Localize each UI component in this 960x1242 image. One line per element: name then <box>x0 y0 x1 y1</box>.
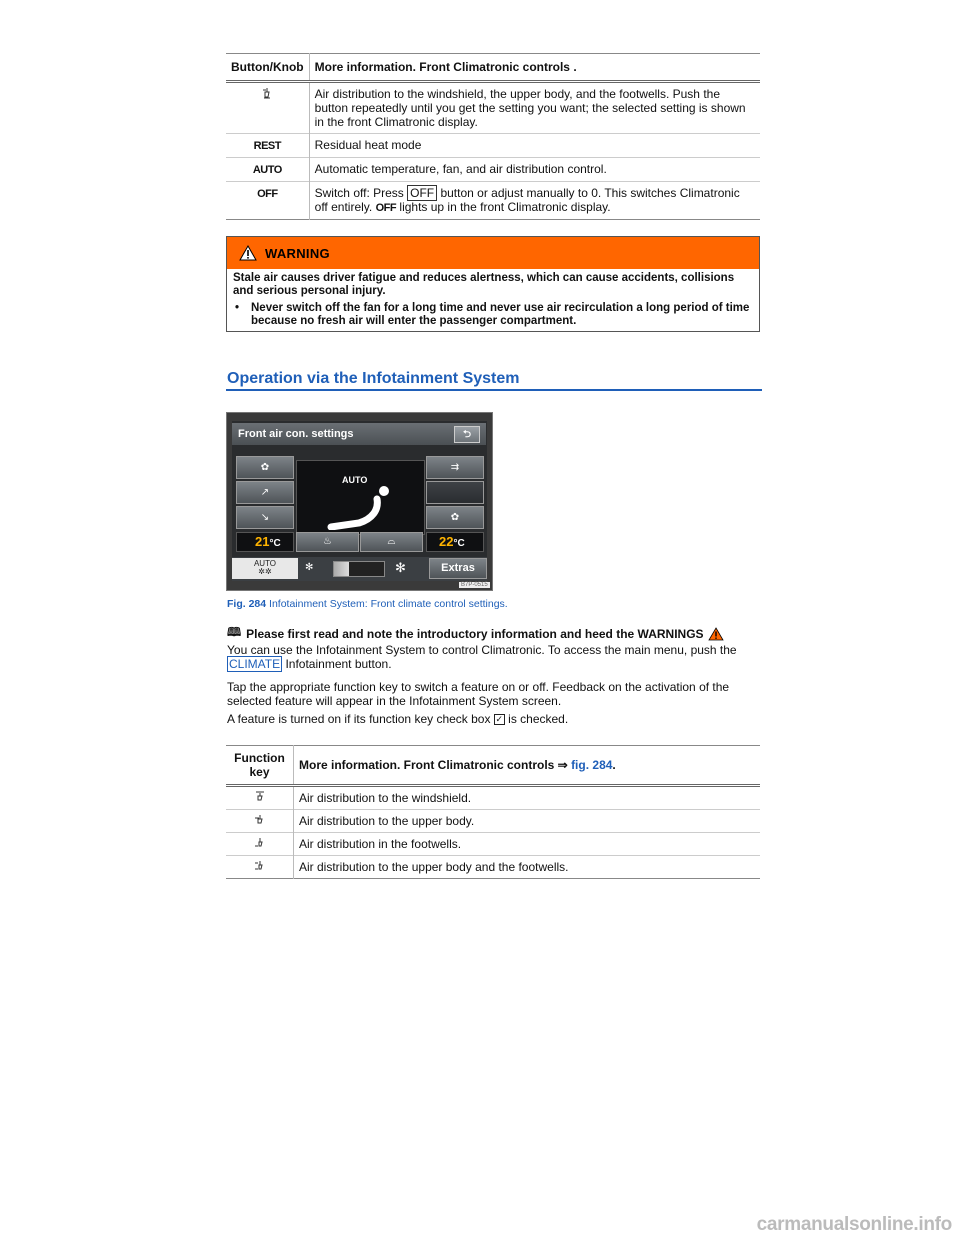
bottom-bar <box>232 557 487 581</box>
upper-body-footwell-air-icon <box>226 856 294 879</box>
watermark: carmanualsonline.info <box>756 1214 952 1235</box>
screen-title-bar <box>232 423 486 445</box>
fan-low-icon[interactable]: ✻ <box>305 562 314 573</box>
controls-table <box>226 53 760 220</box>
column-header-key: Function key <box>226 746 294 786</box>
windshield-air-button[interactable]: ✿ <box>236 456 294 479</box>
auto-button[interactable]: AUTO ✲✲ <box>232 558 298 579</box>
warning-bullet: • Never switch off the fan for a long time and never use air recirculation a long period of time because no fresh air will enter the passenger compartment. <box>235 302 750 327</box>
extras-button[interactable]: Extras <box>429 558 487 579</box>
left-temperature[interactable]: 21°C <box>236 532 294 552</box>
fan-speed-bar[interactable] <box>333 561 385 577</box>
table-row <box>226 856 760 879</box>
empty-button <box>426 481 484 504</box>
checkbox-checked-icon: ✓ <box>495 714 504 725</box>
warning-note: 🕮 Please first read and note the introductory information and heed the WARNINGS <box>227 623 724 644</box>
screen-title: Front air con. settings <box>238 428 354 440</box>
column-header-info: More information. Front Climatronic controls ⇒ fig. 284. <box>299 758 616 772</box>
warning-box <box>226 236 760 332</box>
table-row <box>226 786 760 810</box>
air-distribution-all-icon <box>226 82 309 134</box>
upper-footwell-air-button[interactable]: ⇉ <box>426 456 484 479</box>
row-description: Residual heat mode <box>314 138 422 152</box>
row-description: Air distribution to the windshield, the upper body, and the footwells. Push the button repeatedly until you get the setting you want; the selected setting is shown in the front Climatronic display. <box>314 87 746 129</box>
heading-rule <box>226 389 762 391</box>
table-row <box>226 182 760 220</box>
rear-defrost-button[interactable]: ♨ <box>296 532 359 552</box>
table-row <box>226 82 760 134</box>
paragraph: Tap the appropriate function key to switch a feature on or off. Feedback on the activation of the selected feature will appear in the Infotainment System screen. <box>227 680 730 708</box>
row-description: Automatic temperature, fan, and air distribution control. <box>314 162 607 176</box>
table-row <box>226 833 760 856</box>
table-row <box>226 810 760 833</box>
paragraph: A feature is turned on if its function key check box ✓ is checked. <box>227 712 569 726</box>
table-header-row <box>226 746 760 786</box>
book-icon: 🕮 <box>227 625 242 639</box>
table-row <box>226 134 760 158</box>
off-symbol-inline: OFF <box>375 202 397 214</box>
figure-link[interactable]: fig. 284 <box>571 758 613 772</box>
front-defrost-button[interactable]: ⌓ <box>360 532 423 552</box>
climate-key: CLIMATE <box>229 657 281 671</box>
seat-heat-button[interactable]: ✿ <box>426 506 484 529</box>
seat-icon <box>317 485 397 530</box>
infotainment-screen-figure <box>226 412 493 591</box>
table-header-row <box>226 54 760 82</box>
row-description: Air distribution to the upper body. <box>299 813 475 828</box>
figure-caption: Fig. 284 Infotainment System: Front climate control settings. <box>227 598 508 610</box>
row-description: Air distribution to the windshield. <box>299 790 472 805</box>
function-key-table <box>226 745 760 879</box>
warning-text: Stale air causes driver fatigue and reduces alertness, which can cause accidents, collisions and serious personal injury. <box>233 272 735 297</box>
row-description: Switch off: Press OFF button or adjust manually to 0. This switches Climatronic off entirely. OFF lights up in the front Climatronic display. <box>314 186 740 214</box>
back-button[interactable]: ⮌ <box>454 426 480 443</box>
table-row <box>226 158 760 182</box>
auto-indicator: AUTO <box>342 475 368 485</box>
off-key: OFF <box>407 185 437 201</box>
footwell-air-button[interactable]: ↘ <box>236 506 294 529</box>
rest-symbol: REST <box>253 140 281 152</box>
windshield-air-icon <box>226 786 294 810</box>
footwell-air-icon <box>226 833 294 856</box>
row-description: Air distribution to the upper body and the footwells. <box>299 859 569 874</box>
auto-symbol: AUTO <box>252 164 282 176</box>
upper-body-air-button[interactable]: ↗ <box>236 481 294 504</box>
fan-high-icon[interactable]: ✻ <box>395 560 406 575</box>
warning-header <box>227 237 759 269</box>
column-header-info: More information. Front Climatronic controls . <box>314 60 577 74</box>
distribution-display <box>296 460 425 535</box>
upper-body-air-icon <box>226 810 294 833</box>
paragraph: You can use the Infotainment System to control Climatronic. To access the main menu, push the CLIMATE Infotainment button. <box>227 643 737 671</box>
figure-code: B7P-0515 <box>461 582 488 588</box>
right-temperature[interactable]: 22°C <box>426 532 484 552</box>
row-description: Air distribution in the footwells. <box>299 836 462 851</box>
warning-title: WARNING <box>265 245 330 261</box>
off-symbol: OFF <box>257 188 278 200</box>
section-heading: Operation via the Infotainment System <box>227 370 520 387</box>
warning-triangle-icon <box>239 245 257 261</box>
warning-triangle-icon <box>708 627 724 641</box>
column-header-button: Button/Knob <box>226 54 309 82</box>
